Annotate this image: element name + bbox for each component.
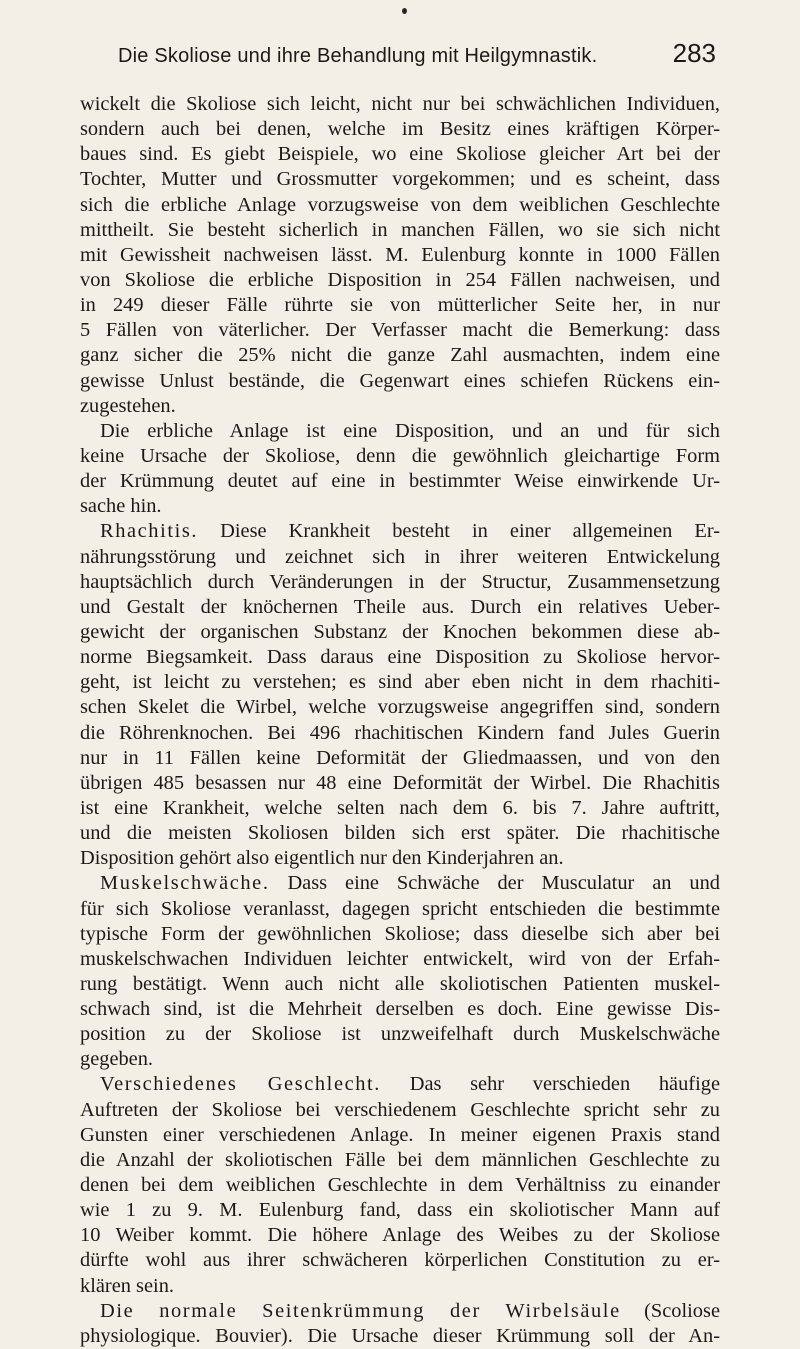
line-text: und die meisten Skoliosen bilden sich erst später. Die rhachitische [80,822,720,845]
line-text: von Skoliose die erbliche Disposition in 254 Fällen nachweisen, und [80,268,720,291]
line-text: rung bestätigt. Wenn auch nicht alle skoliotischen Patienten muskel- [80,972,720,995]
text-line [80,821,720,846]
text-line [80,193,720,218]
line-text: die Röhrenknochen. Bei 496 rhachitischen Kindern fand Jules Guerin [80,721,720,744]
line-text: dürfte wohl aus ihrer schwächeren körperlichen Constitution zu er- [80,1249,720,1272]
line-text: nährungsstörung und zeichnet sich in ihrer weiteren Entwickelung [80,545,720,568]
text-line [80,343,720,368]
body-text [80,92,720,1349]
line-text: schwach sind, ist die Mehrheit derselben es doch. Eine gewisse Dis- [80,998,720,1021]
text-line [80,117,720,142]
line-text: Disposition gehört also eigentlich nur den Kinderjahren an. [80,847,564,870]
line-text: Gunsten einer verschiedenen Anlage. In meiner eigenen Praxis stand [80,1123,720,1146]
line-text: (Scoliose [620,1299,720,1322]
print-speck [402,8,407,14]
text-line [80,268,720,293]
text-line [80,1248,720,1273]
line-text: 10 Weiber kommt. Die höhere Anlage des Weibes zu der Skoliose [80,1224,720,1247]
text-line [80,1148,720,1173]
line-text: wie 1 zu 9. M. Eulenburg fand, dass ein skoliotischer Mann auf [80,1199,720,1222]
text-line [80,243,720,268]
line-text: muskelschwachen Individuen leichter entwickelt, wird von der Erfah- [80,947,720,970]
line-text: sondern auch bei denen, welche im Besitz eines kräftigen Körper- [80,118,720,141]
text-line [80,494,720,519]
line-text: geht, ist leicht zu verstehen; es sind aber eben nicht in dem rhachiti- [80,671,720,694]
text-line [80,92,720,117]
line-text: Dass eine Schwäche der Musculatur an und [269,872,720,895]
line-text: position zu der Skoliose ist unzweifelhaft durch Muskelschwäche [80,1023,720,1046]
text-line [80,1223,720,1248]
text-line [80,167,720,192]
line-text: ist eine Krankheit, welche selten nach dem 6. bis 7. Jahre auftritt, [80,796,720,819]
line-text: mit Gewissheit nachweisen lässt. M. Eulenburg konnte in 1000 Fällen [80,243,720,266]
line-text: Auftreten der Skoliose bei verschiedenem Geschlechte spricht sehr zu [80,1098,720,1121]
page-header [118,38,716,82]
text-line [80,1022,720,1047]
text-line [80,1324,720,1349]
text-line [80,972,720,997]
line-text: norme Biegsamkeit. Dass daraus eine Disposition zu Skoliose hervor- [80,646,720,669]
line-text: sich die erbliche Anlage vorzugsweise von dem weiblichen Geschlechte [80,193,720,216]
text-line [80,922,720,947]
line-text: 5 Fällen von väterlicher. Der Verfasser macht die Bemerkung: dass [80,319,720,342]
running-title: Die Skoliose und ihre Behandlung mit Heilgymnastik. [118,45,598,67]
line-text: schen Skelet die Wirbel, welche vorzugsweise angegriffen sind, sondern [80,696,720,719]
text-line [80,1072,720,1097]
text-line [80,1173,720,1198]
line-text: der Krümmung deutet auf eine in bestimmter Weise einwirkende Ur- [80,470,720,493]
line-text: gegeben. [80,1048,154,1071]
line-text: sache hin. [80,495,162,518]
text-line [80,897,720,922]
text-line [80,369,720,394]
line-text: typische Form der gewöhnlichen Skoliose; dass dieselbe sich aber bei [80,922,720,945]
line-text: physiologique. Bouvier). Die Ursache dieser Krümmung soll der An- [80,1324,720,1347]
text-line [80,293,720,318]
page-number: 283 [672,38,716,68]
line-text: übrigen 485 besassen nur 48 eine Deformität der Wirbel. Die Rhachitis [80,771,720,794]
text-line [80,796,720,821]
text-line [80,595,720,620]
text-line [80,695,720,720]
text-line [80,142,720,167]
text-line [80,645,720,670]
section-heading: Rhachitis. [100,520,199,543]
text-line [80,1198,720,1223]
text-line [80,746,720,771]
text-line [80,1047,720,1072]
line-text: und Gestalt der knöchernen Theile aus. Durch ein relatives Ueber- [80,595,720,618]
text-line [80,545,720,570]
line-text: für sich Skoliose veranlasst, dagegen spricht entschieden die bestimmte [80,897,720,920]
text-line [80,1299,720,1324]
text-line [80,469,720,494]
text-line [80,846,720,871]
line-text: Die erbliche Anlage ist eine Disposition, und an und für sich [100,419,720,442]
text-line [80,997,720,1022]
text-line [80,871,720,896]
line-text: zugestehen. [80,394,176,417]
section-heading: Muskelschwäche. [100,872,270,895]
text-line [80,947,720,972]
text-line [80,1274,720,1299]
line-text: Das sehr verschieden häufige [381,1073,720,1096]
text-line [80,519,720,544]
line-text: in 249 dieser Fälle rührte sie von mütterlicher Seite her, in nur [80,294,720,317]
line-text: die Anzahl der skoliotischen Fälle bei dem männlichen Geschlechte zu [80,1148,720,1171]
line-text: Diese Krankheit besteht in einer allgemeinen Er- [198,520,720,543]
text-line [80,620,720,645]
line-text: klären sein. [80,1274,174,1297]
line-text: gewicht der organischen Substanz der Knochen bekommen diese ab- [80,620,720,643]
text-line [80,1123,720,1148]
text-line [80,444,720,469]
line-text: nur in 11 Fällen keine Deformität der Gliedmaassen, und von den [80,746,720,769]
text-line [80,721,720,746]
text-line [80,419,720,444]
text-line [80,394,720,419]
text-line [80,771,720,796]
text-line [80,1098,720,1123]
text-line [80,670,720,695]
line-text: Tochter, Mutter und Grossmutter vorgekommen; und es scheint, dass [80,168,720,191]
line-text: ganz sicher die 25% nicht die ganze Zahl ausmachten, indem eine [80,344,720,367]
section-heading: Verschiedenes Geschlecht. [100,1073,382,1096]
line-text: denen bei dem weiblichen Geschlechte in dem Verhältniss zu einander [80,1174,720,1197]
line-text: baues sind. Es giebt Beispiele, wo eine Skoliose gleicher Art bei der [80,143,720,166]
line-text: mittheilt. Sie besteht sicherlich in manchen Fällen, wo sie sich nicht [80,218,720,241]
section-heading: Die normale Seitenkrümmung der Wirbelsäule [100,1299,621,1322]
line-text: gewisse Unlust bestände, die Gegenwart eines schiefen Rückens ein- [80,369,720,392]
line-text: hauptsächlich durch Veränderungen in der Structur, Zusammensetzung [80,570,720,593]
text-line [80,570,720,595]
line-text: keine Ursache der Skoliose, denn die gewöhnlich gleichartige Form [80,444,720,467]
text-line [80,218,720,243]
line-text: wickelt die Skoliose sich leicht, nicht nur bei schwächlichen Individuen, [80,93,720,115]
text-line [80,318,720,343]
